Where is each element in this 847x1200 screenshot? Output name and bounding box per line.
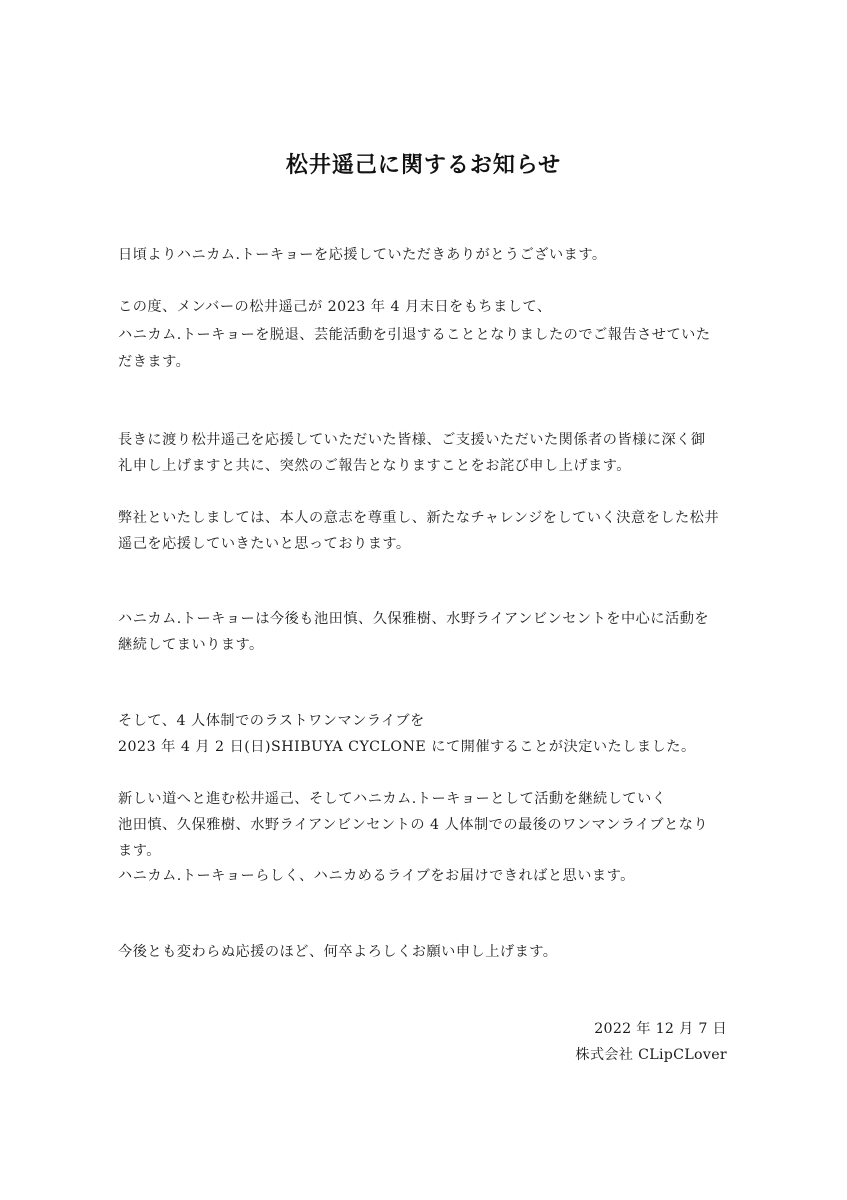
paragraph-line: ハニカム.トーキョーは今後も池田慎、久保雅樹、水野ライアンビンセントを中心に活動を <box>118 611 710 627</box>
paragraph-line: この度、メンバーの松井遥己が 2023 年 4 月末日をもちまして、 <box>118 299 552 315</box>
paragraph-line: ます。 <box>118 843 161 859</box>
paragraph-line: そして、4 人体制でのラストワンマンライブを <box>118 713 425 729</box>
paragraph-line: 弊社といたしましては、本人の意志を尊重し、新たなチャレンジをしていく決意をした松井 <box>118 510 720 526</box>
page-title: 松井遥己に関するお知らせ <box>285 153 562 178</box>
signature-company: 株式会社 CLipCLover <box>575 1047 727 1063</box>
paragraph-line: 継続してまいります。 <box>118 637 264 653</box>
paragraph-line: ハニカム.トーキョーらしく、ハニカめるライブをお届けできればと思います。 <box>118 868 635 884</box>
paragraph-line: 礼申し上げますと共に、突然のご報告となりますことをお詫び申し上げます。 <box>118 458 631 474</box>
paragraph-line: 長きに渡り松井遥己を応援していただいた皆様、ご支援いただいた関係者の皆様に深く御 <box>118 432 706 448</box>
paragraph-line: ハニカム.トーキョーを脱退、芸能活動を引退することとなりましたのでご報告させていた <box>118 327 711 343</box>
paragraph-line: 今後とも変わらぬ応援のほど、何卒よろしくお願い申し上げます。 <box>118 944 558 960</box>
paragraph-line: だきます。 <box>118 354 191 370</box>
paragraph-line: 2023 年 4 月 2 日(日)SHIBUYA CYCLONE にて開催することが決定いたしました。 <box>118 739 696 755</box>
paragraph-line: 遥己を応援していきたいと思っております。 <box>118 536 411 552</box>
paragraph-line: 池田慎、久保雅樹、水野ライアンビンセントの 4 人体制での最後のワンマンライブとなり <box>118 817 709 833</box>
paragraph-line: 新しい道へと進む松井遥己、そしてハニカム.トーキョーとして活動を継続していく <box>118 791 667 807</box>
signature-date: 2022 年 12 月 7 日 <box>594 1021 727 1037</box>
paragraph-line: 日頃よりハニカム.トーキョーを応援していただきありがとうございます。 <box>118 247 607 263</box>
